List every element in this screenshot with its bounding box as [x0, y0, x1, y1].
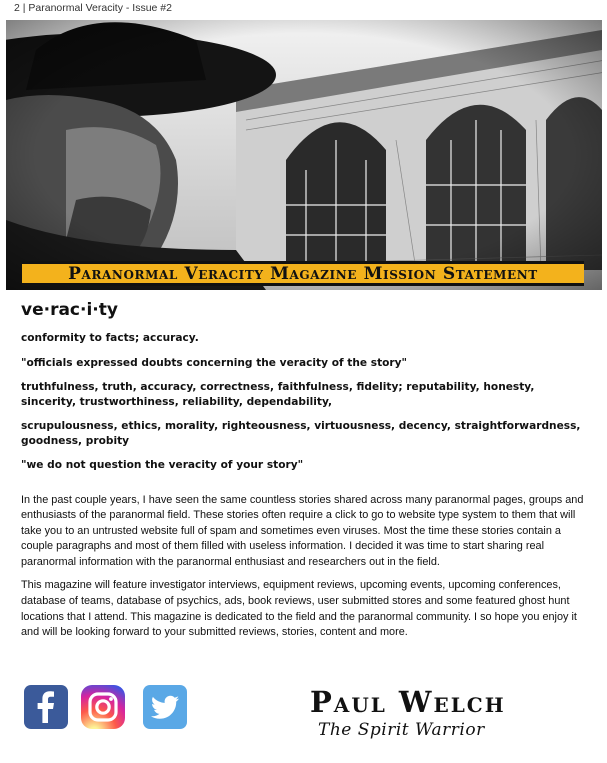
- definition-synonyms-1: truthfulness, truth, accuracy, correctness, faithfulness, fidelity; reputability, honesty, sincerity, trustworthiness, reliability, dependability,: [21, 381, 535, 408]
- banner-title: Paranormal Veracity Magazine Mission Statement: [68, 263, 538, 284]
- signature-subtitle: The Spirit Warrior: [318, 720, 485, 740]
- page-header: 2 | Paranormal Veracity - Issue #2: [14, 2, 172, 14]
- instagram-icon[interactable]: [81, 685, 125, 729]
- body-paragraph-2: This magazine will feature investigator interviews, equipment reviews, upcoming events, upcoming conferences, database of teams, database of psychics, ads, book reviews, user submitted stores and some featured ghost hunt locations that I attend. This magazine is dedicated to the field and the paranormal community. I so hope you enjoy it and will be looking forward to your submitted reviews, stories, content and more.: [21, 579, 577, 639]
- definition-term: ve·rac·i·ty: [21, 300, 118, 320]
- definition-example-1: "officials expressed doubts concerning the veracity of the story": [21, 356, 408, 369]
- main-content: [21, 300, 591, 649]
- definition-example-2: "we do not question the veracity of your story": [21, 459, 304, 471]
- definition-synonyms-2: scrupulousness, ethics, morality, righteousness, virtuousness, decency, straightforwardness, goodness, probity: [21, 420, 581, 447]
- body-paragraph-1: In the past couple years, I have seen the same countless stories shared across many paranormal pages, groups and enthusiasts of the paranormal field. These stories often require a click to go to website type system to them that will take you to an untrusted website full of spam and sometimes even viruses. Most the time these stories contain a couple paragraphs and most of them filled with useless information. I decided it was time to start sharing real paranormal information with the paranormal enthusiast and researchers out in the field.: [21, 493, 584, 568]
- twitter-icon[interactable]: [143, 685, 187, 729]
- signature-name: Paul Welch: [310, 685, 506, 719]
- definition-meaning: conformity to facts; accuracy.: [21, 332, 199, 344]
- facebook-icon[interactable]: [24, 685, 68, 729]
- signature-block: [310, 687, 506, 740]
- hero-image: [6, 20, 602, 290]
- mission-statement-banner: [22, 261, 584, 286]
